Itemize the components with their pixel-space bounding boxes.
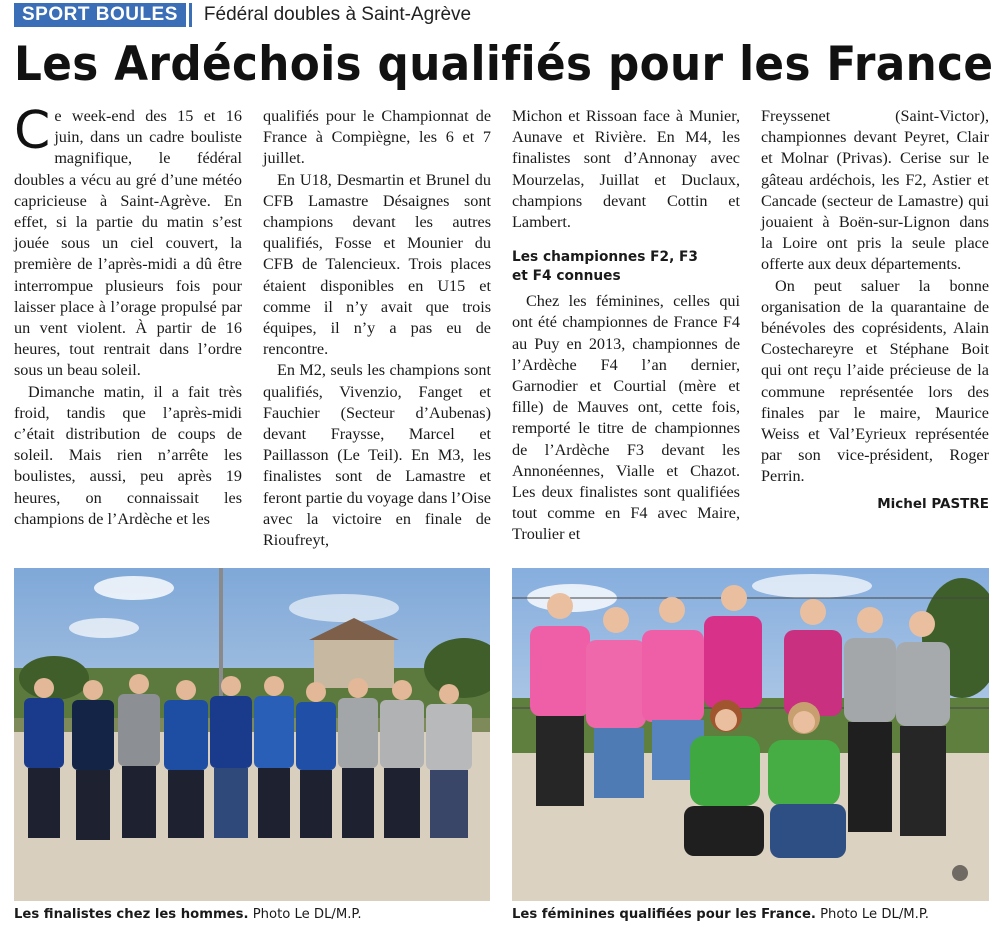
article-column-3 bbox=[512, 106, 740, 556]
rubric-label: SPORT BOULES bbox=[14, 3, 186, 27]
subrubric-label: Fédéral doubles à Saint-Agrève bbox=[203, 4, 472, 25]
article-body bbox=[14, 101, 989, 556]
paragraph: Chez les féminines, celles qui ont été championnes de France F4 au Puy en 2013, championnes de l’Ardèche F4 l’an dernier, Garnodier et Courtial (mère et fille) de Mauves ont, cette fois, remporté le titre de championnes de l’Ardèche F3 devant les Annonéennes, Vialle et Chazot. Les deux finalistes sont qualifiées tout comme en F4 avec Maire, Troulier et bbox=[512, 292, 740, 544]
paragraph: En M2, seuls les champions sont qualifiés, Vivenzio, Fanget et Fauchier (Secteur d’Aubenas) devant Fraysse, Marcel et Paillasson (Le Teil). En M3, les finalistes sont de Lamastre et feront partie du voyage dans l’Oise avec la victoire en finale de Rioufreyt, bbox=[263, 361, 491, 550]
photo-men-finalists bbox=[14, 568, 490, 901]
photo-women-qualifiers bbox=[512, 568, 989, 901]
photo-caption-right bbox=[512, 907, 929, 922]
paragraph: En U18, Desmartin et Brunel du CFB Lamastre Désaignes sont champions devant les autres qualifiés, Fosse et Mounier du CFB de Talencieux. Trois places étaient disponibles en U15 et comme il n’y avait que trois équipes, il n’y a pas eu de rencontre. bbox=[263, 170, 491, 359]
subheading: Les championnes F2, F3 et F4 connues bbox=[512, 248, 698, 285]
paragraph: Michon et Rissoan face à Munier, Aunave et Rivière. En M4, les finalistes sont d’Annonay avec Mourzelas, Juillat et Duclaux, champions devant Cottin et Lambert. bbox=[512, 107, 740, 232]
photo-credit: Photo Le DL/M.P. bbox=[820, 907, 929, 922]
author-signature: Michel PASTRE bbox=[877, 495, 989, 512]
dropcap: C bbox=[14, 101, 51, 161]
rubric-separator bbox=[189, 3, 200, 27]
article-column-2 bbox=[263, 106, 491, 556]
paragraph: Freyssenet (Saint-Victor), championnes devant Peyret, Clair et Molnar (Privas). Cerise sur le gâteau ardéchois, les F2, Astier et Cancade (secteur de Lamastre) qui jouaient à Boën-sur-Lignon dans la Loire ont pris la seule place offerte aux deux départements. bbox=[761, 107, 989, 274]
article-column-4 bbox=[761, 106, 989, 556]
paragraph: Dimanche matin, il a fait très froid, tandis que l’après-midi c’était distribution de coups de soleil. Mais rien n’arrête les boulistes, aussi, peu après 19 heures, on connaissait les champions de l’Ardèche et les bbox=[14, 382, 242, 528]
paragraph: qualifiés pour le Championnat de France à Compiègne, les 6 et 7 juillet. bbox=[263, 107, 491, 168]
rubric-bar bbox=[14, 3, 989, 27]
photo-caption-left bbox=[14, 907, 362, 922]
article-column-1 bbox=[14, 101, 242, 556]
caption-text: Les finalistes chez les hommes. bbox=[14, 907, 249, 922]
caption-text: Les féminines qualifiées pour les France. bbox=[512, 907, 816, 922]
paragraph: Ce week-end des 15 et 16 juin, dans un cadre bouliste magnifique, le fédéral doubles a vécu au gré d’une météo capricieuse à Saint-Agrève. En effet, si la partie du matin s’est jouée sous un ciel couvert, la première de l’après-midi a dû être interrompue plusieurs fois pour laisser place à l’orage propulsé par un vent violent. À partir de 16 heures, tout rentrait dans l’ordre sous un beau soleil. bbox=[14, 101, 242, 380]
photo-credit: Photo Le DL/M.P. bbox=[252, 907, 362, 922]
headline: Les Ardéchois qualifiés pour les France bbox=[14, 37, 994, 92]
paragraph: On peut saluer la bonne organisation de la quarantaine de bénévoles des coprésidents, Alain Costechareyre et Stéphane Boit qui ont reçu l’aide précieuse de la commune représentée lors des finales par le maire, Maurice Weiss et Val’Eyrieux représentée par son vice-président, Roger Perrin. bbox=[761, 276, 989, 486]
